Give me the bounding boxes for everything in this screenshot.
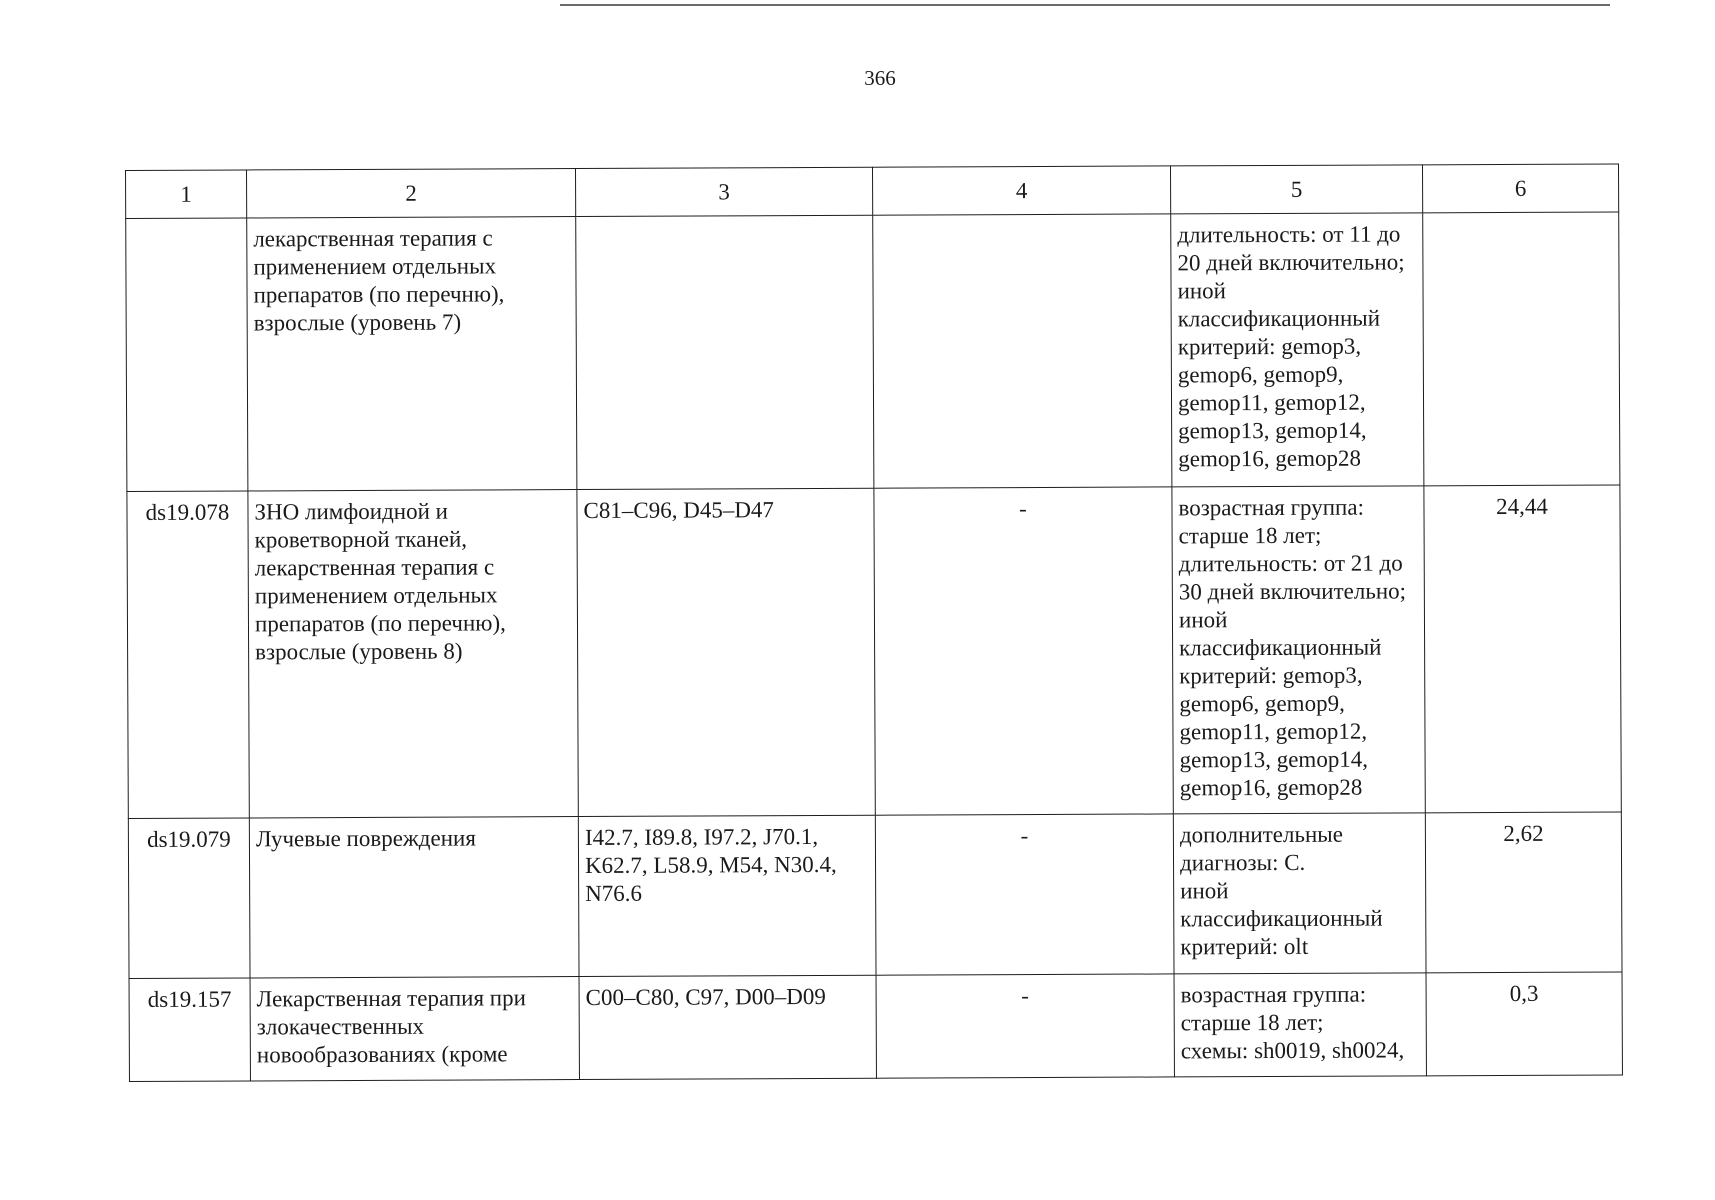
diagnoses-cell [576, 215, 874, 489]
code-cell: ds19.157 [129, 978, 250, 1082]
criteria-cell: возрастная группа: старше 18 лет; длительность: от 21 до 30 дней включительно; иной классификационный критерий: gemop3, gemop6, gemop9, gemop11, gemop12, gemop13, gemop14, gemop16, gemop28 [1172, 486, 1425, 814]
column-header: 2 [247, 169, 576, 218]
diagnoses-cell: C81–C96, D45–D47 [577, 488, 875, 816]
diagnoses-cell: I42.7, I89.8, I97.2, J70.1, K62.7, L58.9, M54, N30.4, N76.6 [578, 815, 876, 976]
code-cell: ds19.078 [127, 491, 249, 819]
criteria-cell: дополнительные диагнозы: C. иной классификационный критерий: olt [1173, 813, 1426, 974]
services-cell: - [876, 974, 1174, 1078]
name-cell: ЗНО лимфоидной и кроветворной тканей, лекарственная терапия с применением отдельных препаратов (по перечню), взрослые (уровень 8) [248, 490, 578, 818]
header-row [126, 164, 1619, 219]
page-number: 366 [864, 66, 896, 90]
name-cell: лекарственная терапия с применением отдельных препаратов (по перечню), взрослые (уровень 7) [247, 217, 577, 491]
services-cell: - [875, 814, 1174, 975]
coefficient-cell: 24,44 [1424, 485, 1621, 813]
services-cell [873, 214, 1172, 488]
table-row [126, 212, 1620, 492]
name-cell: Лекарственная терапия при злокачественных новообразованиях (кроме [250, 977, 579, 1081]
coefficient-cell [1423, 212, 1620, 486]
table-row [128, 812, 1622, 979]
table-row [127, 485, 1621, 819]
coefficient-cell: 2,62 [1425, 812, 1622, 973]
top-rule [560, 4, 1610, 6]
column-header: 5 [1170, 165, 1422, 214]
column-header: 6 [1422, 164, 1618, 213]
table-row [129, 972, 1622, 1082]
name-cell: Лучевые повреждения [249, 817, 579, 978]
criteria-cell: длительность: от 11 до 20 дней включительно; иной классификационный критерий: gemop3, gemop6, gemop9, gemop11, gemop12, gemop13, gemop14, gemop16, gemop28 [1171, 213, 1424, 487]
coefficient-cell: 0,3 [1426, 972, 1622, 1076]
services-cell: - [874, 487, 1173, 815]
criteria-cell: возрастная группа: старше 18 лет; схемы: sh0019, sh0024, [1174, 973, 1426, 1077]
diagnoses-cell: C00–C80, C97, D00–D09 [579, 975, 876, 1079]
column-header: 4 [872, 166, 1170, 215]
tariff-table [125, 163, 1623, 1082]
code-cell: ds19.079 [128, 818, 250, 979]
code-cell [126, 218, 248, 492]
column-header: 3 [575, 167, 872, 216]
column-header: 1 [126, 170, 247, 219]
